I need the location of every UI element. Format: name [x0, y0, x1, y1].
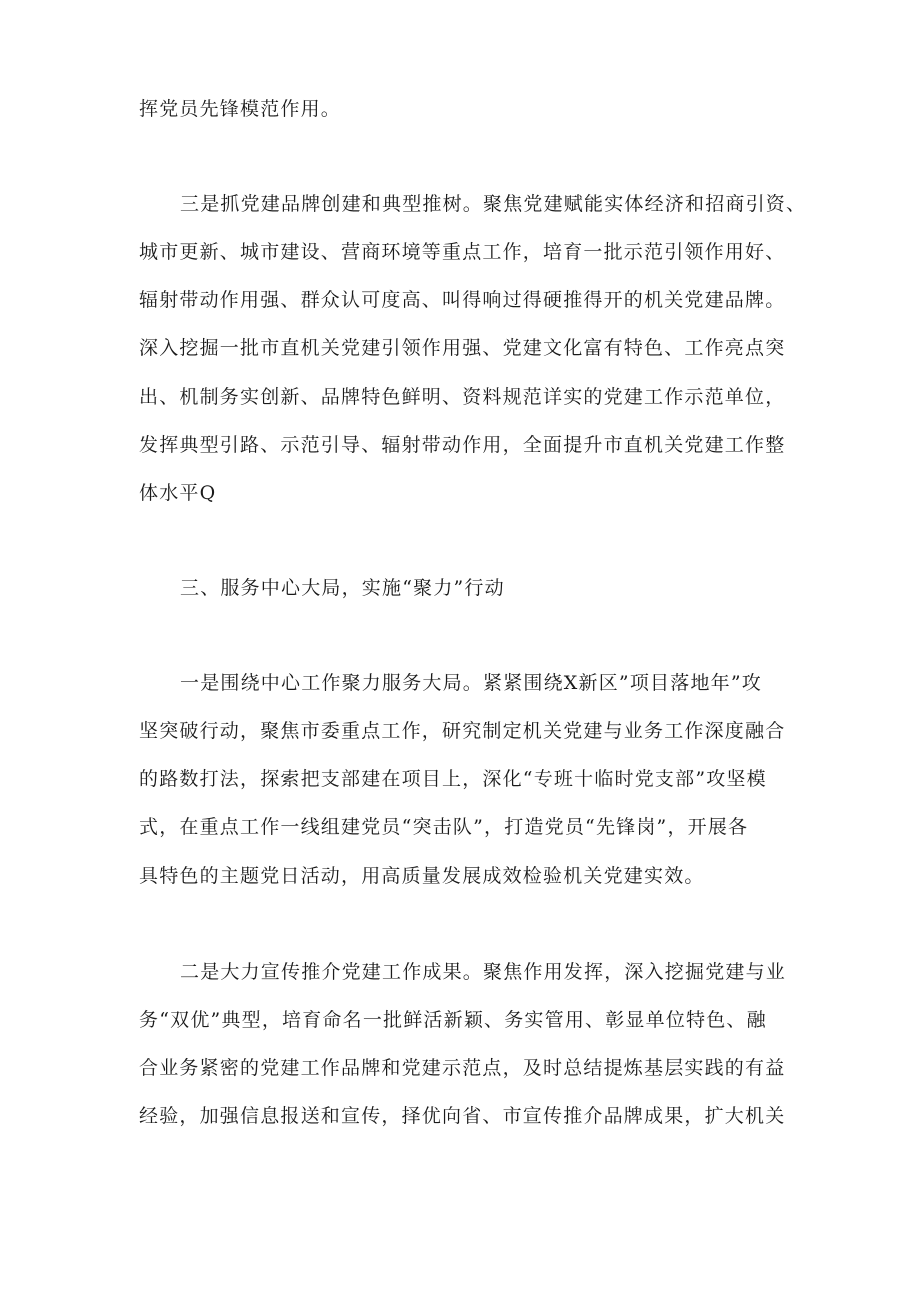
text-line: 城市更新、城市建设、营商环境等重点工作，培育一批示范引领作用好、: [139, 241, 786, 263]
text-line: 深入挖掘一批市直机关党建引领作用强、党建文化富有特色、工作亮点突: [139, 337, 786, 359]
text-line: 发挥典型引路、示范引导、辐射带动作用，全面提升市直机关党建工作整: [139, 434, 786, 456]
text-line: 挥党员先锋模范作用。: [139, 98, 342, 120]
paragraph-first-line: 一是围绕中心工作聚力服务大局。紧紧围绕X新区”项目落地年”攻: [180, 672, 762, 694]
text-line: 体水平Q: [139, 482, 217, 504]
text-line: 合业务紧密的党建工作品牌和党建示范点，及时总结提炼基层实践的有益: [139, 1057, 786, 1079]
paragraph-first-line: 三是抓党建品牌创建和典型推树。聚焦党建赋能实体经济和招商引资、: [180, 193, 807, 215]
text-line: 式，在重点工作一线组建党员“突击队”，打造党员“先锋岗”，开展各: [139, 816, 749, 838]
text-line: 具特色的主题党日活动，用高质量发展成效检验机关党建实效。: [139, 865, 705, 887]
text-line: 坚突破行动，聚焦市委重点工作，研究制定机关党建与业务工作深度融合: [139, 720, 786, 742]
section-heading: 三、服务中心大局，实施“聚力”行动: [180, 577, 505, 599]
text-line: 的路数打法，探索把支部建在项目上，深化“专班十临时党支部”攻坚模: [139, 768, 767, 790]
text-line: 出、机制务实创新、品牌特色鲜明、资料规范详实的党建工作示范单位，: [139, 386, 786, 408]
text-line: 务“双优”典型，培育命名一批鲜活新颖、务实管用、彰显单位特色、融: [139, 1009, 767, 1031]
text-line: 辐射带动作用强、群众认可度高、叫得响过得硬推得开的机关党建品牌。: [139, 289, 786, 311]
text-line: 经验，加强信息报送和宣传，择优向省、市宣传推介品牌成果，扩大机关: [139, 1105, 786, 1127]
paragraph-first-line: 二是大力宣传推介党建工作成果。聚焦作用发挥，深入挖掘党建与业: [180, 961, 787, 983]
